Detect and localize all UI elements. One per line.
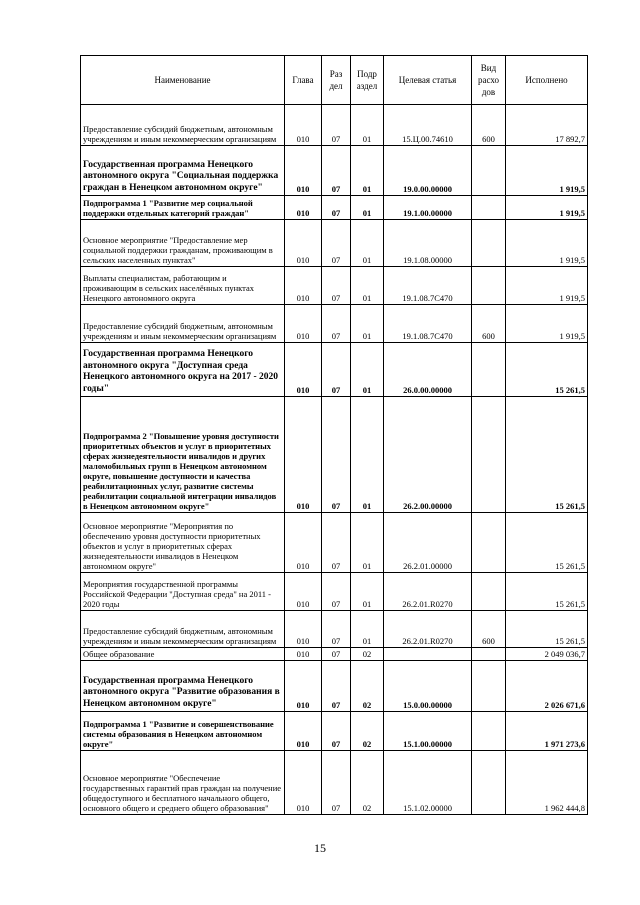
row-glava: 010 <box>285 146 322 196</box>
row-vid: 600 <box>472 105 506 146</box>
row-name: Предоставление субсидий бюджетным, автономным учреждениям и иным некоммерческим организациям <box>81 105 285 146</box>
row-celevaya: 26.2.01.R0270 <box>384 573 472 611</box>
row-vid <box>472 712 506 751</box>
row-ispolneno: 15 261,5 <box>506 343 588 397</box>
table-row <box>81 220 588 267</box>
row-celevaya: 26.2.01.00000 <box>384 513 472 573</box>
row-podrazdel: 01 <box>351 343 384 397</box>
row-ispolneno: 1 919,5 <box>506 305 588 343</box>
table-row <box>81 712 588 751</box>
row-ispolneno: 15 261,5 <box>506 397 588 513</box>
row-ispolneno: 15 261,5 <box>506 513 588 573</box>
table-row <box>81 573 588 611</box>
row-razdel: 07 <box>322 648 351 661</box>
row-glava: 010 <box>285 305 322 343</box>
row-glava: 010 <box>285 661 322 712</box>
budget-execution-table <box>80 55 588 815</box>
row-glava: 010 <box>285 267 322 305</box>
row-podrazdel: 02 <box>351 661 384 712</box>
row-glava: 010 <box>285 751 322 815</box>
row-ispolneno: 1 919,5 <box>506 220 588 267</box>
row-vid <box>472 220 506 267</box>
header-podrazdel: Подр аздел <box>351 56 384 105</box>
row-ispolneno: 1 962 444,8 <box>506 751 588 815</box>
row-podrazdel: 01 <box>351 267 384 305</box>
header-name: Наименование <box>81 56 285 105</box>
row-razdel: 07 <box>322 712 351 751</box>
row-podrazdel: 01 <box>351 513 384 573</box>
row-glava: 010 <box>285 611 322 648</box>
row-glava: 010 <box>285 220 322 267</box>
row-podrazdel: 01 <box>351 196 384 220</box>
row-vid <box>472 397 506 513</box>
row-glava: 010 <box>285 712 322 751</box>
row-razdel: 07 <box>322 343 351 397</box>
row-vid <box>472 513 506 573</box>
row-glava: 010 <box>285 343 322 397</box>
row-name: Подпрограмма 1 "Развитие мер социальной поддержки отдельных категорий граждан" <box>81 196 285 220</box>
row-celevaya: 15.1.02.00000 <box>384 751 472 815</box>
table-row <box>81 305 588 343</box>
table-row <box>81 611 588 648</box>
row-razdel: 07 <box>322 611 351 648</box>
row-ispolneno: 2 026 671,6 <box>506 661 588 712</box>
header-vid: Вид расхо дов <box>472 56 506 105</box>
row-glava: 010 <box>285 648 322 661</box>
row-celevaya: 26.2.00.00000 <box>384 397 472 513</box>
row-celevaya: 15.0.00.00000 <box>384 661 472 712</box>
row-vid <box>472 343 506 397</box>
row-celevaya <box>384 648 472 661</box>
header-celevaya: Целевая статья <box>384 56 472 105</box>
table-row <box>81 105 588 146</box>
row-name: Выплаты специалистам, работающим и проживающим в сельских населённых пунктах Ненецкого автономного округа <box>81 267 285 305</box>
row-name: Основное мероприятие "Мероприятия по обеспечению уровня доступности приоритетных объектов и услуг в приоритетных сферах жизнедеятельности инвалидов в Ненецком автономном округе" <box>81 513 285 573</box>
row-podrazdel: 02 <box>351 751 384 815</box>
row-razdel: 07 <box>322 105 351 146</box>
row-vid <box>472 267 506 305</box>
header-razdel: Раз дел <box>322 56 351 105</box>
row-podrazdel: 01 <box>351 146 384 196</box>
row-ispolneno: 15 261,5 <box>506 573 588 611</box>
row-razdel: 07 <box>322 397 351 513</box>
row-celevaya: 15.1.00.00000 <box>384 712 472 751</box>
table-header-row <box>81 56 588 105</box>
page-number: 15 <box>314 841 326 855</box>
row-celevaya: 19.1.00.00000 <box>384 196 472 220</box>
table-row <box>81 196 588 220</box>
row-podrazdel: 01 <box>351 305 384 343</box>
row-podrazdel: 01 <box>351 611 384 648</box>
row-razdel: 07 <box>322 661 351 712</box>
row-razdel: 07 <box>322 146 351 196</box>
table-row <box>81 397 588 513</box>
row-vid <box>472 661 506 712</box>
row-podrazdel: 01 <box>351 573 384 611</box>
table-row <box>81 267 588 305</box>
row-celevaya: 26.2.01.R0270 <box>384 611 472 648</box>
row-vid <box>472 196 506 220</box>
row-vid <box>472 573 506 611</box>
row-celevaya: 15.Ц.00.74610 <box>384 105 472 146</box>
table-row <box>81 146 588 196</box>
row-glava: 010 <box>285 573 322 611</box>
header-glava: Глава <box>285 56 322 105</box>
row-ispolneno: 17 892,7 <box>506 105 588 146</box>
table-row <box>81 648 588 661</box>
row-ispolneno: 2 049 036,7 <box>506 648 588 661</box>
header-ispolneno: Исполнено <box>506 56 588 105</box>
row-glava: 010 <box>285 196 322 220</box>
row-name: Предоставление субсидий бюджетным, автономным учреждениям и иным некоммерческим организациям <box>81 305 285 343</box>
row-razdel: 07 <box>322 573 351 611</box>
row-glava: 010 <box>285 513 322 573</box>
row-name: Основное мероприятие "Обеспечение государственных гарантий прав граждан на получение общедоступного и бесплатного начального общего, основного общего и среднего общего образования" <box>81 751 285 815</box>
row-name: Основное мероприятие "Предоставление мер социальной поддержки гражданам, проживающим в сельских населенных пунктах" <box>81 220 285 267</box>
row-celevaya: 19.0.00.00000 <box>384 146 472 196</box>
row-ispolneno: 1 919,5 <box>506 196 588 220</box>
row-podrazdel: 02 <box>351 712 384 751</box>
row-podrazdel: 01 <box>351 397 384 513</box>
row-name: Мероприятия государственной программы Российской Федерации "Доступная среда" на 2011 - 2020 годы <box>81 573 285 611</box>
row-razdel: 07 <box>322 196 351 220</box>
table-row <box>81 343 588 397</box>
row-vid: 600 <box>472 305 506 343</box>
row-celevaya: 19.1.08.7С470 <box>384 267 472 305</box>
table-row <box>81 751 588 815</box>
row-name: Предоставление субсидий бюджетным, автономным учреждениям и иным некоммерческим организациям <box>81 611 285 648</box>
row-celevaya: 19.1.08.00000 <box>384 220 472 267</box>
row-vid <box>472 146 506 196</box>
row-name: Государственная программа Ненецкого автономного округа "Доступная среда Ненецкого автономного округа на 2017 - 2020 годы" <box>81 343 285 397</box>
row-name: Подпрограмма 2 "Повышение уровня доступности приоритетных объектов и услуг в приоритетных сферах жизнедеятельности инвалидов и других маломобильных групп в Ненецком автономном округе, повышение доступности и качества реабилитационных услуг, развитие системы реабилитации социальной интеграции инвалидов в Ненецком автономном округе" <box>81 397 285 513</box>
row-name: Государственная программа Ненецкого автономного округа "Развитие образования в Ненецком автономном округе" <box>81 661 285 712</box>
row-ispolneno: 15 261,5 <box>506 611 588 648</box>
row-celevaya: 26.0.00.00000 <box>384 343 472 397</box>
row-podrazdel: 02 <box>351 648 384 661</box>
row-vid <box>472 648 506 661</box>
row-razdel: 07 <box>322 751 351 815</box>
row-podrazdel: 01 <box>351 105 384 146</box>
row-ispolneno: 1 971 273,6 <box>506 712 588 751</box>
row-name: Государственная программа Ненецкого автономного округа "Социальная поддержка граждан в Ненецком автономном округе" <box>81 146 285 196</box>
row-name: Подпрограмма 1 "Развитие и совершенствование системы образования в Ненецком автономном округе" <box>81 712 285 751</box>
row-razdel: 07 <box>322 305 351 343</box>
row-vid: 600 <box>472 611 506 648</box>
row-glava: 010 <box>285 105 322 146</box>
row-vid <box>472 751 506 815</box>
table-row <box>81 661 588 712</box>
row-razdel: 07 <box>322 267 351 305</box>
row-ispolneno: 1 919,5 <box>506 146 588 196</box>
row-podrazdel: 01 <box>351 220 384 267</box>
row-celevaya: 19.1.08.7С470 <box>384 305 472 343</box>
row-glava: 010 <box>285 397 322 513</box>
table-row <box>81 513 588 573</box>
row-ispolneno: 1 919,5 <box>506 267 588 305</box>
row-razdel: 07 <box>322 513 351 573</box>
row-name: Общее образование <box>81 648 285 661</box>
row-razdel: 07 <box>322 220 351 267</box>
